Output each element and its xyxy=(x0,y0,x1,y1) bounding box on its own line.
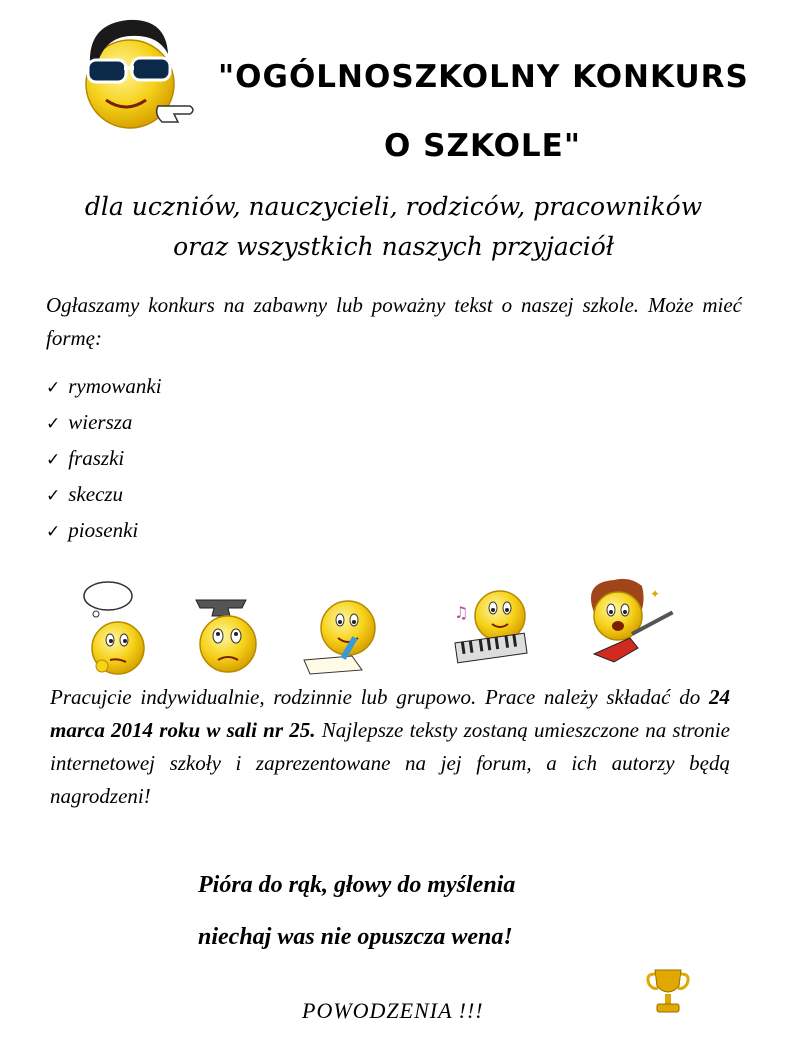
motto-line1: Pióra do rąk, głowy do myślenia xyxy=(198,872,516,898)
checkmark-icon: ✓ xyxy=(46,450,61,470)
page-title-line2: O SZKOLE" xyxy=(384,128,582,164)
svg-text:✦: ✦ xyxy=(650,587,661,601)
thinking-smiley-icon xyxy=(80,578,160,678)
checkmark-icon: ✓ xyxy=(46,414,61,434)
form-label: fraszki xyxy=(68,446,125,470)
details-text: Najlepsze teksty zostaną umieszczone na stronie internetowej szkoły i zaprezentowane na jej forum, a ich autorzy będą nagrodzeni! xyxy=(50,718,730,808)
cool-smiley-pointing-icon xyxy=(78,14,198,134)
form-label: wiersza xyxy=(68,410,133,434)
motto-line2: niechaj was nie opuszcza wena! xyxy=(198,924,513,950)
checkmark-icon: ✓ xyxy=(46,378,61,398)
intro-paragraph: Ogłaszamy konkurs na zabawny lub poważny tekst o naszej szkole. Może mieć formę: xyxy=(46,293,742,350)
forms-list xyxy=(46,368,162,548)
list-item xyxy=(46,440,162,476)
details-paragraph xyxy=(50,681,730,813)
svg-text:♫: ♫ xyxy=(454,603,469,622)
form-label: piosenki xyxy=(68,518,139,542)
keyboard-smiley-icon xyxy=(450,588,540,668)
list-item xyxy=(46,512,162,548)
audience-line1: dla uczniów, nauczycieli, rodziców, pracowników xyxy=(84,192,703,221)
checkmark-icon: ✓ xyxy=(46,486,61,506)
list-item xyxy=(46,476,162,512)
page-title-line1: "OGÓLNOSZKOLNY KONKURS xyxy=(218,59,749,95)
guitar-smiley-icon xyxy=(584,576,688,668)
closing-text: POWODZENIA !!! xyxy=(302,998,484,1023)
list-item xyxy=(46,404,162,440)
audience-line2: oraz wszystkich naszych przyjaciół xyxy=(173,232,614,261)
form-label: rymowanki xyxy=(68,374,162,398)
form-label: skeczu xyxy=(68,482,124,506)
deadline-text: 24 marca 2014 roku w sali nr 25. xyxy=(50,685,730,742)
trophy-icon xyxy=(645,966,691,1020)
writing-smiley-icon xyxy=(296,598,386,678)
list-item xyxy=(46,368,162,404)
details-text: Pracujcie indywidualnie, rodzinnie lub grupowo. Prace należy składać do xyxy=(50,685,709,709)
anvil-smiley-icon xyxy=(190,588,270,678)
checkmark-icon: ✓ xyxy=(46,522,61,542)
